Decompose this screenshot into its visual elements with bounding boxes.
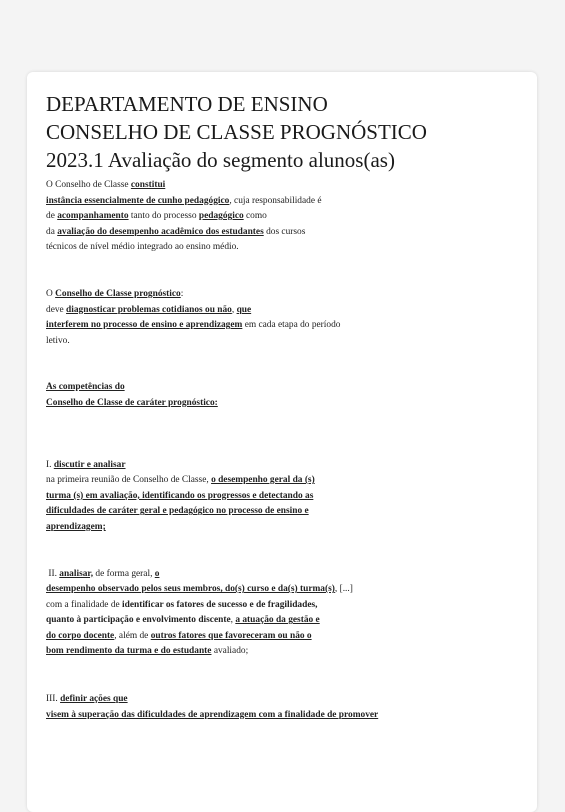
title-line-2: CONSELHO DE CLASSE PROGNÓSTICO <box>46 120 427 144</box>
page-title <box>46 90 526 174</box>
competency-2-line-4 <box>46 613 526 629</box>
text-span: como <box>243 211 267 222</box>
text-span: , cuja responsabilidade é <box>229 195 322 206</box>
emphasis-text: interferem no processo de ensino e aprendizagem <box>46 320 243 331</box>
competency-1 <box>46 458 526 536</box>
text-span: na primeira reunião de Conselho de Classe, <box>46 475 212 486</box>
emphasis-text: instância essencialmente de cunho pedagógico <box>46 195 230 206</box>
text-span: com a finalidade de <box>46 599 123 610</box>
text-span: deve <box>46 304 67 315</box>
competency-3-line-1 <box>46 692 526 708</box>
text-span: , <box>230 615 236 626</box>
emphasis-text: o desempenho geral da (s) <box>211 475 315 486</box>
emphasis-text: bom rendimento da turma e do estudante <box>46 646 212 657</box>
form-card <box>27 72 537 812</box>
prognostic-paragraph <box>46 287 526 349</box>
text-span: dos cursos <box>263 226 306 237</box>
competency-2-line-5 <box>46 629 526 645</box>
text-span: , além de <box>114 630 151 641</box>
text-span: II. <box>46 568 60 579</box>
competency-2-line-6 <box>46 644 526 660</box>
prognostic-line-3 <box>46 318 526 334</box>
competency-1-line-2 <box>46 473 526 489</box>
text-span: em cada etapa do período <box>242 320 341 331</box>
intro-line-5: técnicos de nível médio integrado ao ensino médio. <box>46 242 239 253</box>
competencies-heading-line-2: Conselho de Classe de caráter prognóstico: <box>46 397 218 408</box>
emphasis-text: diagnosticar problemas cotidianos ou não <box>66 304 232 315</box>
text-span: avaliado; <box>211 646 249 657</box>
prognostic-line-2 <box>46 303 526 319</box>
text-span: , <box>231 304 237 315</box>
emphasis-text: desempenho observado pelos seus membros, do(s) curso e da(s) turma(s) <box>46 584 335 595</box>
emphasis-text: do corpo docente <box>46 630 115 641</box>
bold-text: quanto à participação e envolvimento discente <box>46 615 231 626</box>
competency-1-line-1 <box>46 458 526 474</box>
competency-1-line-4: dificuldades de caráter geral e pedagógico no processo de ensino e <box>46 506 309 517</box>
emphasis-text: constitui <box>130 180 166 190</box>
competencies-heading <box>46 380 526 411</box>
emphasis-text: analisar, <box>59 568 94 579</box>
prognostic-line-1 <box>46 287 526 303</box>
competency-3-line-2: visem à superação das dificuldades de aprendizagem com a finalidade de promover <box>46 709 379 720</box>
competency-2 <box>46 567 526 661</box>
text-span: , [...] <box>334 584 353 595</box>
emphasis-text: acompanhamento <box>57 211 129 222</box>
intro-line-2 <box>46 194 526 210</box>
emphasis-text: discutir e analisar <box>53 459 126 470</box>
text-span: : <box>180 288 184 299</box>
emphasis-text: avaliação do desempenho acadêmico dos estudantes <box>57 226 264 237</box>
competency-2-line-3 <box>46 598 526 614</box>
text-span: I. <box>46 459 54 470</box>
title-line-3: 2023.1 Avaliação do segmento alunos(as) <box>46 148 395 172</box>
text-span: tanto do processo <box>128 211 199 222</box>
emphasis-text: outros fatores que favoreceram ou não o <box>150 630 312 641</box>
text-span: III. <box>46 694 61 705</box>
text-span: de <box>46 211 58 222</box>
text-span: O Conselho de Classe <box>46 180 131 190</box>
title-line-1: DEPARTAMENTO DE ENSINO <box>46 92 328 116</box>
prognostic-line-4: letivo. <box>46 335 70 346</box>
emphasis-text: a atuação da gestão e <box>235 615 320 626</box>
text-span: O <box>46 288 56 299</box>
emphasis-text: pedagógico <box>198 211 244 222</box>
emphasis-text: Conselho de Classe prognóstico <box>55 288 181 299</box>
competency-2-line-1 <box>46 567 526 583</box>
competencies-heading-line-1: As competências do <box>46 382 125 393</box>
form-content <box>46 90 526 723</box>
intro-line-3 <box>46 209 526 225</box>
emphasis-text: o <box>154 568 160 579</box>
intro-paragraph <box>46 178 526 256</box>
competency-1-line-3: turma (s) em avaliação, identificando os progressos e detectando as <box>46 490 314 501</box>
intro-line-4 <box>46 225 526 241</box>
emphasis-text: definir ações que <box>60 694 128 705</box>
competency-3 <box>46 692 526 723</box>
competency-2-line-2 <box>46 582 526 598</box>
emphasis-text: que <box>236 304 252 315</box>
text-span: de forma geral, <box>93 568 155 579</box>
bold-text: identificar os fatores de sucesso e de fragilidades, <box>122 599 318 610</box>
text-span: da <box>46 226 58 237</box>
competency-1-line-5: aprendizagem; <box>46 521 106 532</box>
intro-line-1 <box>46 178 526 194</box>
